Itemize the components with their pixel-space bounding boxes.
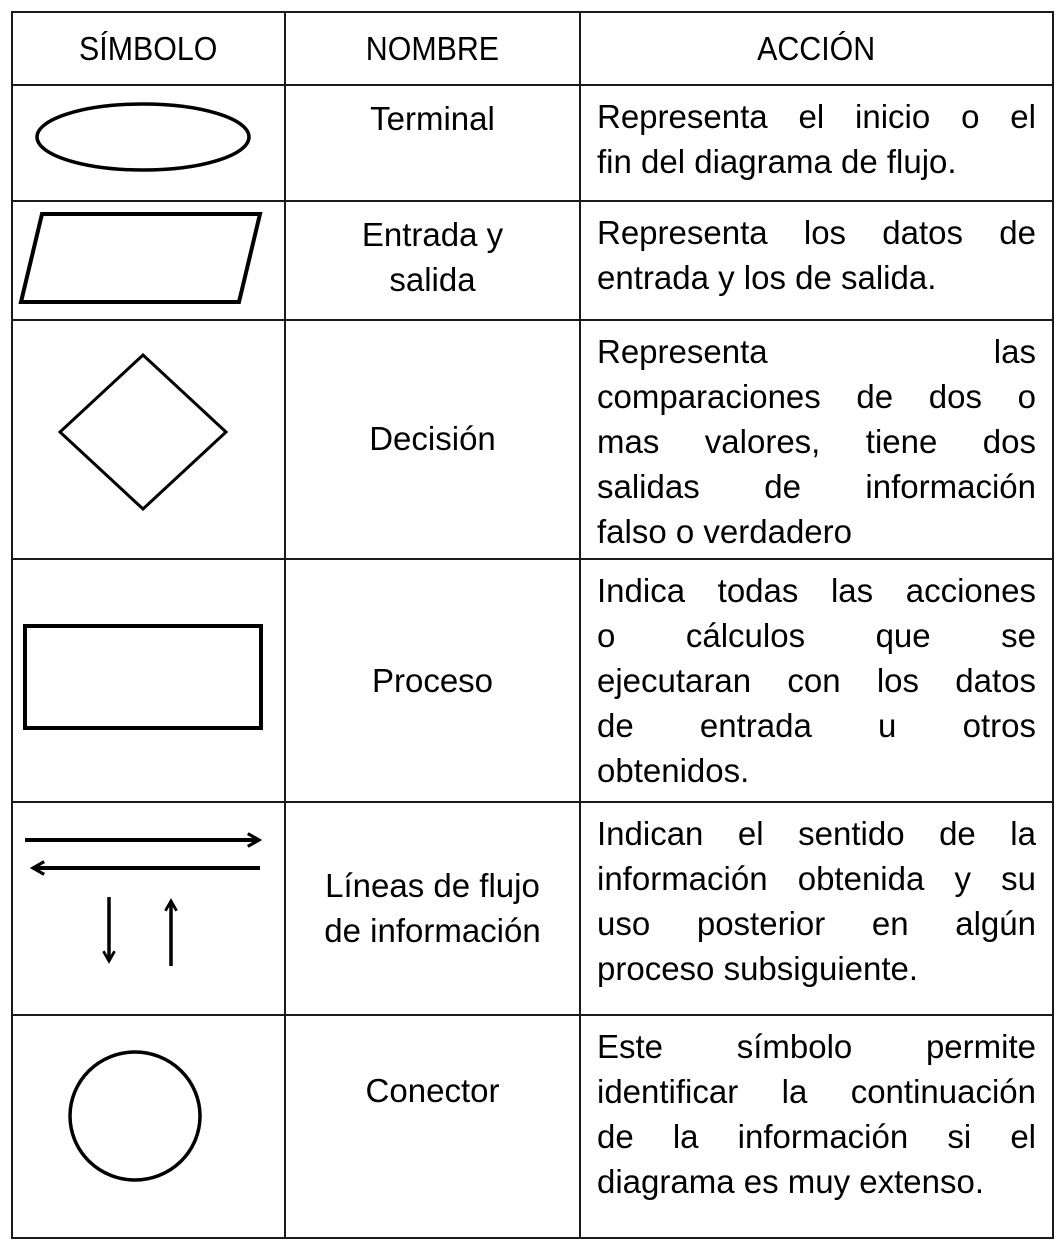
symbol-cell bbox=[12, 201, 285, 320]
action-cell bbox=[580, 559, 1053, 802]
action-line: diagrama es muy extenso. bbox=[597, 1163, 985, 1200]
symbol-cell bbox=[12, 1015, 285, 1238]
action-cell bbox=[580, 802, 1053, 1015]
name-cell bbox=[285, 320, 580, 559]
table-row-decision bbox=[12, 320, 1053, 559]
name-cell bbox=[285, 559, 580, 802]
action-line: proceso subsiguiente. bbox=[597, 950, 919, 987]
symbol-name: Proceso bbox=[371, 662, 494, 699]
table-row-input-output bbox=[12, 201, 1053, 320]
flowchart-symbols-table bbox=[11, 11, 1054, 1239]
name-cell bbox=[285, 85, 580, 201]
symbol-name-line: Líneas de flujo bbox=[325, 866, 540, 904]
symbol-name: Terminal bbox=[370, 100, 495, 137]
action-cell bbox=[580, 85, 1053, 201]
symbol-cell bbox=[12, 802, 285, 1015]
decision-diamond-icon bbox=[13, 321, 284, 558]
action-line: identificar la continuación bbox=[597, 1073, 1036, 1110]
action-line: fin del diagrama de flujo. bbox=[597, 143, 957, 180]
action-line: uso posterior en algún bbox=[597, 905, 1036, 942]
action-line: obtenidos. bbox=[597, 752, 750, 789]
action-line: o cálculos que se bbox=[597, 617, 1036, 654]
table-row-terminal bbox=[12, 85, 1053, 201]
action-line: Este símbolo permite bbox=[597, 1028, 1036, 1065]
action-line: Representa el inicio o el bbox=[597, 98, 1036, 135]
symbol-cell bbox=[12, 85, 285, 201]
process-rectangle-icon bbox=[13, 560, 284, 801]
action-line: salidas de información bbox=[597, 468, 1036, 505]
header-action: ACCIÓN bbox=[580, 12, 1053, 85]
flow-lines-arrows-icon bbox=[13, 803, 284, 1014]
action-line: Representa las bbox=[597, 333, 1036, 370]
action-line: Indica todas las acciones bbox=[597, 572, 1036, 609]
action-cell bbox=[580, 1015, 1053, 1238]
action-line: comparaciones de dos o bbox=[597, 378, 1036, 415]
action-cell bbox=[580, 201, 1053, 320]
connector-circle-icon bbox=[13, 1016, 284, 1237]
action-line: de la información si el bbox=[597, 1118, 1036, 1155]
action-line: información obtenida y su bbox=[597, 860, 1036, 897]
action-cell bbox=[580, 320, 1053, 559]
symbol-name: Decisión bbox=[369, 419, 496, 457]
action-line: mas valores, tiene dos bbox=[597, 423, 1036, 460]
name-cell bbox=[285, 201, 580, 320]
symbol-name-line: salida bbox=[389, 261, 476, 298]
action-line: Indican el sentido de la bbox=[597, 815, 1036, 852]
table-row-process bbox=[12, 559, 1053, 802]
terminal-ellipse-icon bbox=[13, 86, 284, 200]
header-name: NOMBRE bbox=[285, 12, 580, 85]
symbol-name-line: Entrada y bbox=[361, 216, 504, 253]
action-line: entrada y los de salida. bbox=[597, 259, 937, 296]
symbol-name: Conector bbox=[365, 1072, 500, 1109]
table-row-flow-lines bbox=[12, 802, 1053, 1015]
action-line: Representa los datos de bbox=[597, 214, 1036, 251]
symbol-cell bbox=[12, 559, 285, 802]
action-line: falso o verdadero bbox=[597, 513, 852, 550]
table-row-connector bbox=[12, 1015, 1053, 1238]
action-line: ejecutaran con los datos bbox=[597, 662, 1036, 699]
action-line: de entrada u otros bbox=[597, 707, 1036, 744]
symbol-cell bbox=[12, 320, 285, 559]
header-symbol: SÍMBOLO bbox=[12, 12, 285, 85]
name-cell bbox=[285, 802, 580, 1015]
symbol-name-line: de información bbox=[324, 911, 541, 949]
name-cell bbox=[285, 1015, 580, 1238]
input-output-parallelogram-icon bbox=[13, 202, 284, 319]
header-row bbox=[12, 12, 1053, 85]
